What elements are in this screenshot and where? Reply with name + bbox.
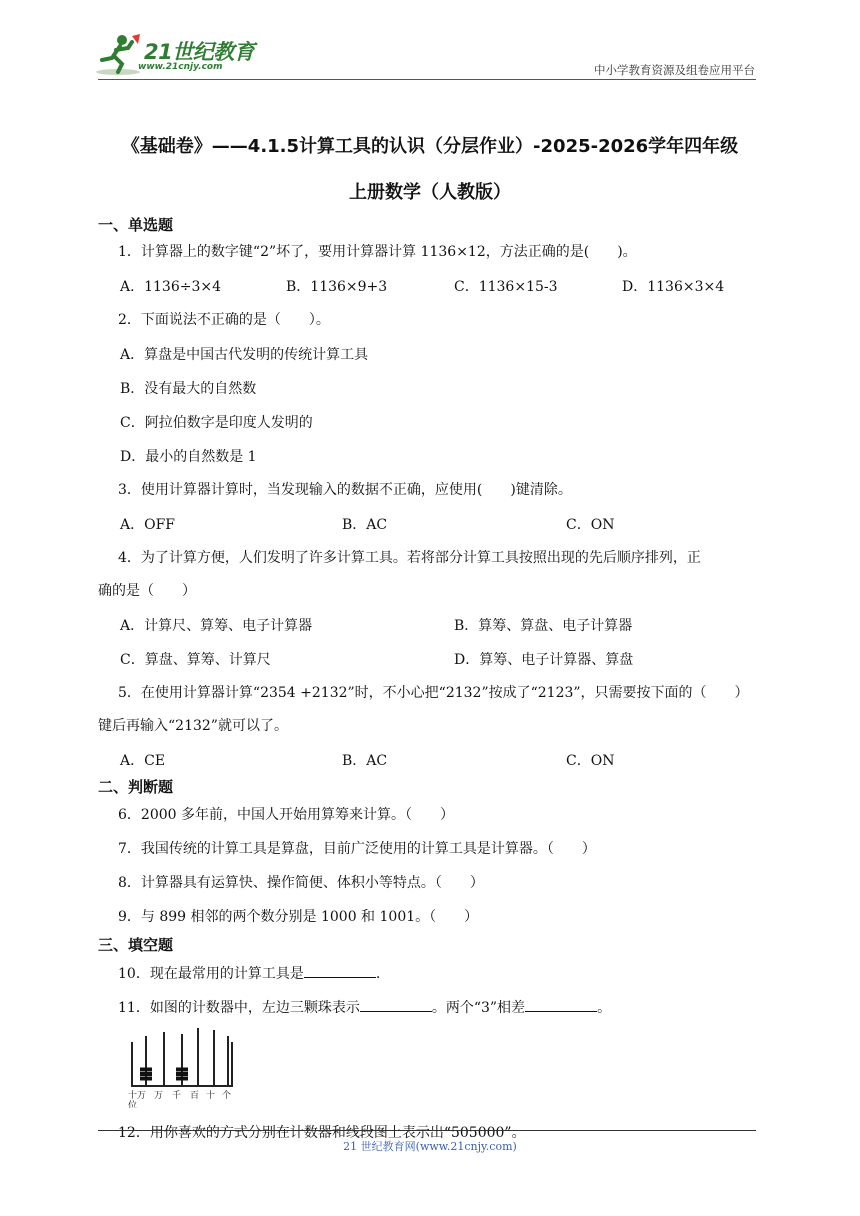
logo-url: www.21cnjy.com xyxy=(138,62,223,72)
q5-option-b: B．AC xyxy=(342,753,388,769)
abacus-bead xyxy=(140,1068,152,1072)
platform-name: 中小学教育资源及组卷应用平台 xyxy=(594,63,755,77)
q4-option-d: D．算筹、电子计算器、算盘 xyxy=(454,652,634,668)
q5-option-c: C．ON xyxy=(566,753,615,769)
abacus-label-10k: 万 xyxy=(154,1091,164,1101)
section-single-choice: 一、单选题 xyxy=(98,216,174,234)
q2-option-b: B．没有最大的自然数 xyxy=(120,381,257,397)
q1-option-c: C．1136×15-3 xyxy=(454,279,558,295)
abacus-label-100k: 十万 xyxy=(128,1091,147,1101)
q10-text: 10．现在最常用的计算工具是 xyxy=(118,966,304,982)
q1-option-d: D．1136×3×4 xyxy=(622,279,725,295)
q1-option-b: B．1136×9+3 xyxy=(286,279,388,295)
q3-option-c: C．ON xyxy=(566,517,615,533)
q1-option-a: A．1136÷3×4 xyxy=(120,279,222,295)
q11-blank-1[interactable] xyxy=(360,997,432,1012)
logo-text: 21世纪教育 xyxy=(144,40,255,64)
runner-logo-icon xyxy=(92,32,142,78)
q2-option-a: A．算盘是中国古代发明的传统计算工具 xyxy=(120,347,369,363)
abacus-label-wei: 位 xyxy=(128,1101,138,1108)
document-title-line2: 上册数学（人教版） xyxy=(349,182,511,203)
abacus-bead xyxy=(176,1068,188,1072)
question-2: 2．下面说法不正确的是（ ）。 xyxy=(118,312,330,328)
q11-end: 。 xyxy=(597,1000,612,1016)
q4-option-b: B．算筹、算盘、电子计算器 xyxy=(454,618,633,634)
footer-source[interactable]: 21 世纪教育网(www.21cnjy.com) xyxy=(343,1140,517,1153)
q2-option-c: C．阿拉伯数字是印度人发明的 xyxy=(120,415,313,431)
q11-middle: 。两个“3”相差 xyxy=(431,1000,526,1016)
q5-option-a: A．CE xyxy=(120,753,166,769)
abacus-bead xyxy=(176,1077,188,1081)
abacus-label-100: 百 xyxy=(190,1091,200,1101)
header-divider xyxy=(98,79,756,80)
q3-option-a: A．OFF xyxy=(120,517,176,533)
q3-option-b: B．AC xyxy=(342,517,388,533)
abacus-figure xyxy=(122,1026,242,1108)
question-10 xyxy=(118,963,380,984)
question-1: 1．计算器上的数字键“2”坏了，要用计算器计算 1136×12，方法正确的是( )。 xyxy=(118,244,637,260)
question-3: 3．使用计算器计算时，当发现输入的数据不正确，应使用( )键清除。 xyxy=(118,482,572,498)
q4-option-c: C．算盘、算筹、计算尺 xyxy=(120,652,271,668)
question-9: 9．与 899 相邻的两个数分别是 1000 和 1001。（ ） xyxy=(118,909,479,925)
q11-text: 11．如图的计数器中，左边三颗珠表示 xyxy=(118,1000,360,1016)
abacus-label-1k: 千 xyxy=(172,1091,182,1101)
question-4-line2: 确的是（ ） xyxy=(98,583,196,599)
document-title-line1: 《基础卷》——4.1.5计算工具的认识（分层作业）-2025-2026学年四年级 xyxy=(121,136,739,157)
abacus-bead xyxy=(140,1072,152,1076)
q11-blank-2[interactable] xyxy=(525,997,597,1012)
abacus-bead xyxy=(140,1077,152,1081)
abacus-label-10: 十 xyxy=(206,1091,216,1101)
abacus-bead xyxy=(176,1072,188,1076)
page-header xyxy=(0,0,860,90)
section-fill-blank: 三、填空题 xyxy=(98,936,174,954)
question-6: 6．2000 多年前，中国人开始用算筹来计算。（ ） xyxy=(118,807,454,823)
q10-blank[interactable] xyxy=(304,963,376,978)
q10-end: . xyxy=(375,966,381,982)
q4-option-a: A．计算尺、算筹、电子计算器 xyxy=(120,618,313,634)
question-8: 8．计算器具有运算快、操作简便、体积小等特点。（ ） xyxy=(118,875,484,891)
section-true-false: 二、判断题 xyxy=(98,778,174,796)
logo xyxy=(92,32,262,80)
question-4-line1: 4．为了计算方便，人们发明了许多计算工具。若将部分计算工具按照出现的先后顺序排列，正 xyxy=(118,550,701,566)
abacus-label-1: 个 xyxy=(222,1091,232,1101)
q2-option-d: D．最小的自然数是 1 xyxy=(120,449,257,465)
footer-divider xyxy=(98,1130,756,1131)
question-5-line1: 5．在使用计算器计算“2354 +2132”时，不小心把“2132”按成了“2123”，只需要按下面的（ ） xyxy=(118,685,749,701)
question-5-line2: 键后再输入“2132”就可以了。 xyxy=(98,718,288,734)
question-7: 7．我国传统的计算工具是算盘，目前广泛使用的计算工具是计算器。（ ） xyxy=(118,841,596,857)
question-12: 12．用你喜欢的方式分别在计数器和线段图上表示出“505000”。 xyxy=(118,1125,526,1141)
question-11 xyxy=(118,997,611,1018)
